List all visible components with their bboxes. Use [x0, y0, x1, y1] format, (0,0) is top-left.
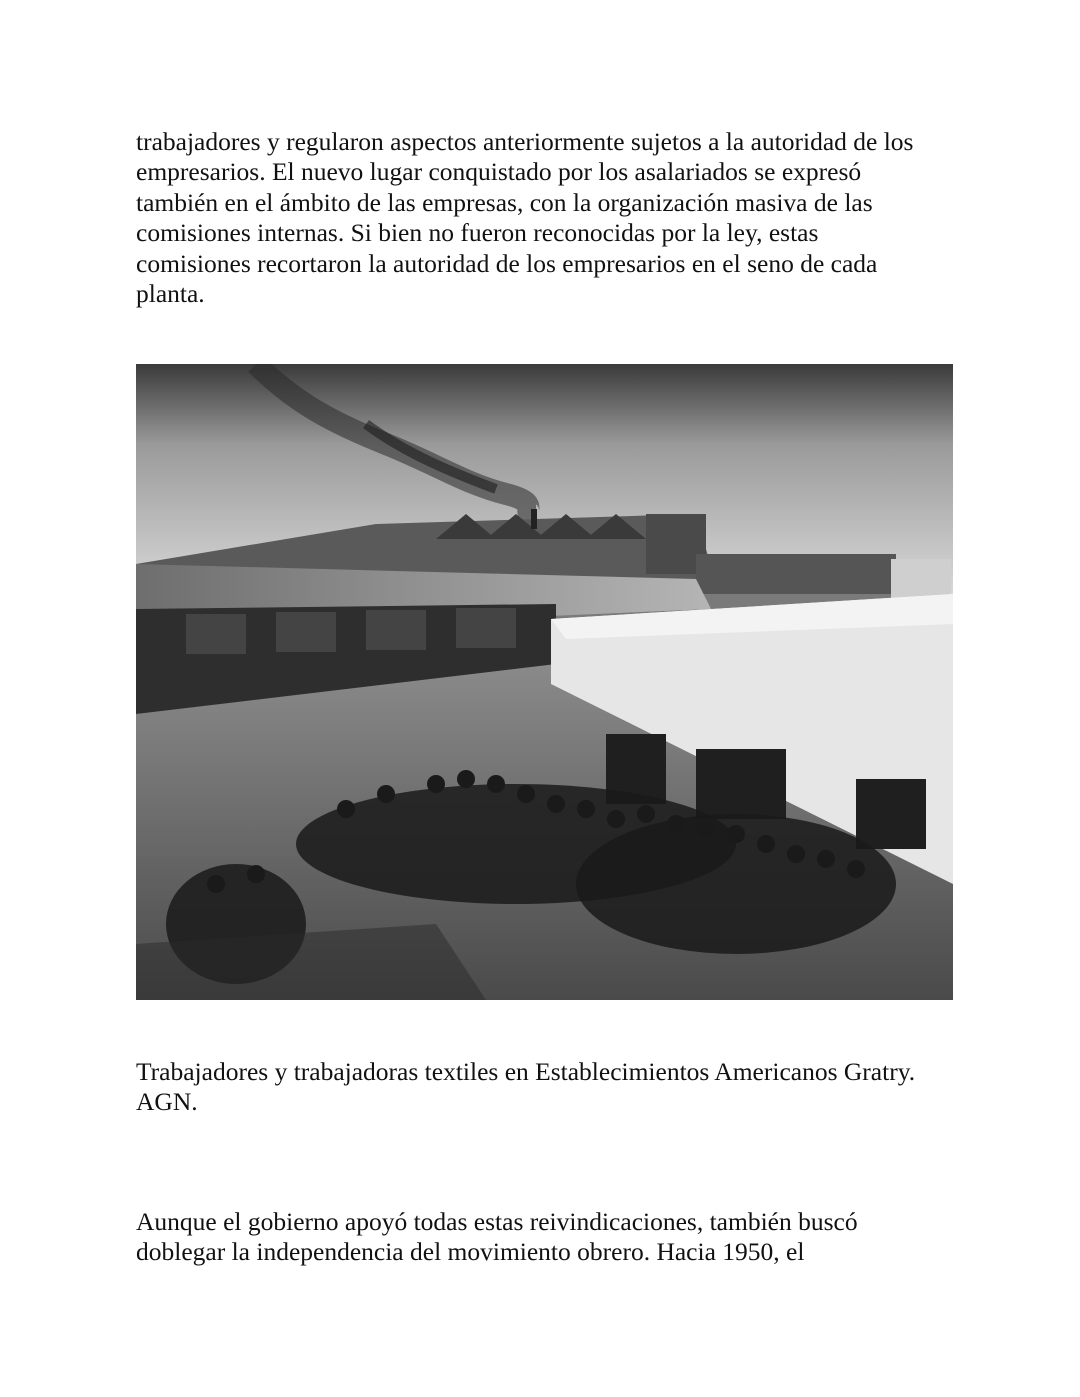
factory-workers-photo — [136, 364, 953, 1000]
text-line: Aunque el gobierno apoyó todas estas reivindicaciones, también buscó — [136, 1207, 858, 1236]
text-line: comisiones internas. Si bien no fueron reconocidas por la ley, estas — [136, 218, 819, 248]
text-line: empresarios. El nuevo lugar conquistado por los asalariados se expresó — [136, 157, 862, 187]
caption-line: AGN. — [136, 1087, 198, 1117]
paragraph-top — [136, 127, 946, 309]
text-line: planta. — [136, 279, 205, 309]
text-line: trabajadores y regularon aspectos anteriormente sujetos a la autoridad de los — [136, 127, 914, 156]
text-line: doblegar la independencia del movimiento obrero. Hacia 1950, el — [136, 1237, 805, 1267]
text-line: comisiones recortaron la autoridad de los empresarios en el seno de cada — [136, 248, 878, 278]
photo-illustration — [136, 364, 953, 1000]
paragraph-bottom — [136, 1207, 946, 1268]
caption-line: Trabajadores y trabajadoras textiles en Establecimientos Americanos Gratry. — [136, 1057, 916, 1086]
text-line: también en el ámbito de las empresas, con la organización masiva de las — [136, 187, 873, 217]
photo-caption — [136, 1057, 946, 1118]
